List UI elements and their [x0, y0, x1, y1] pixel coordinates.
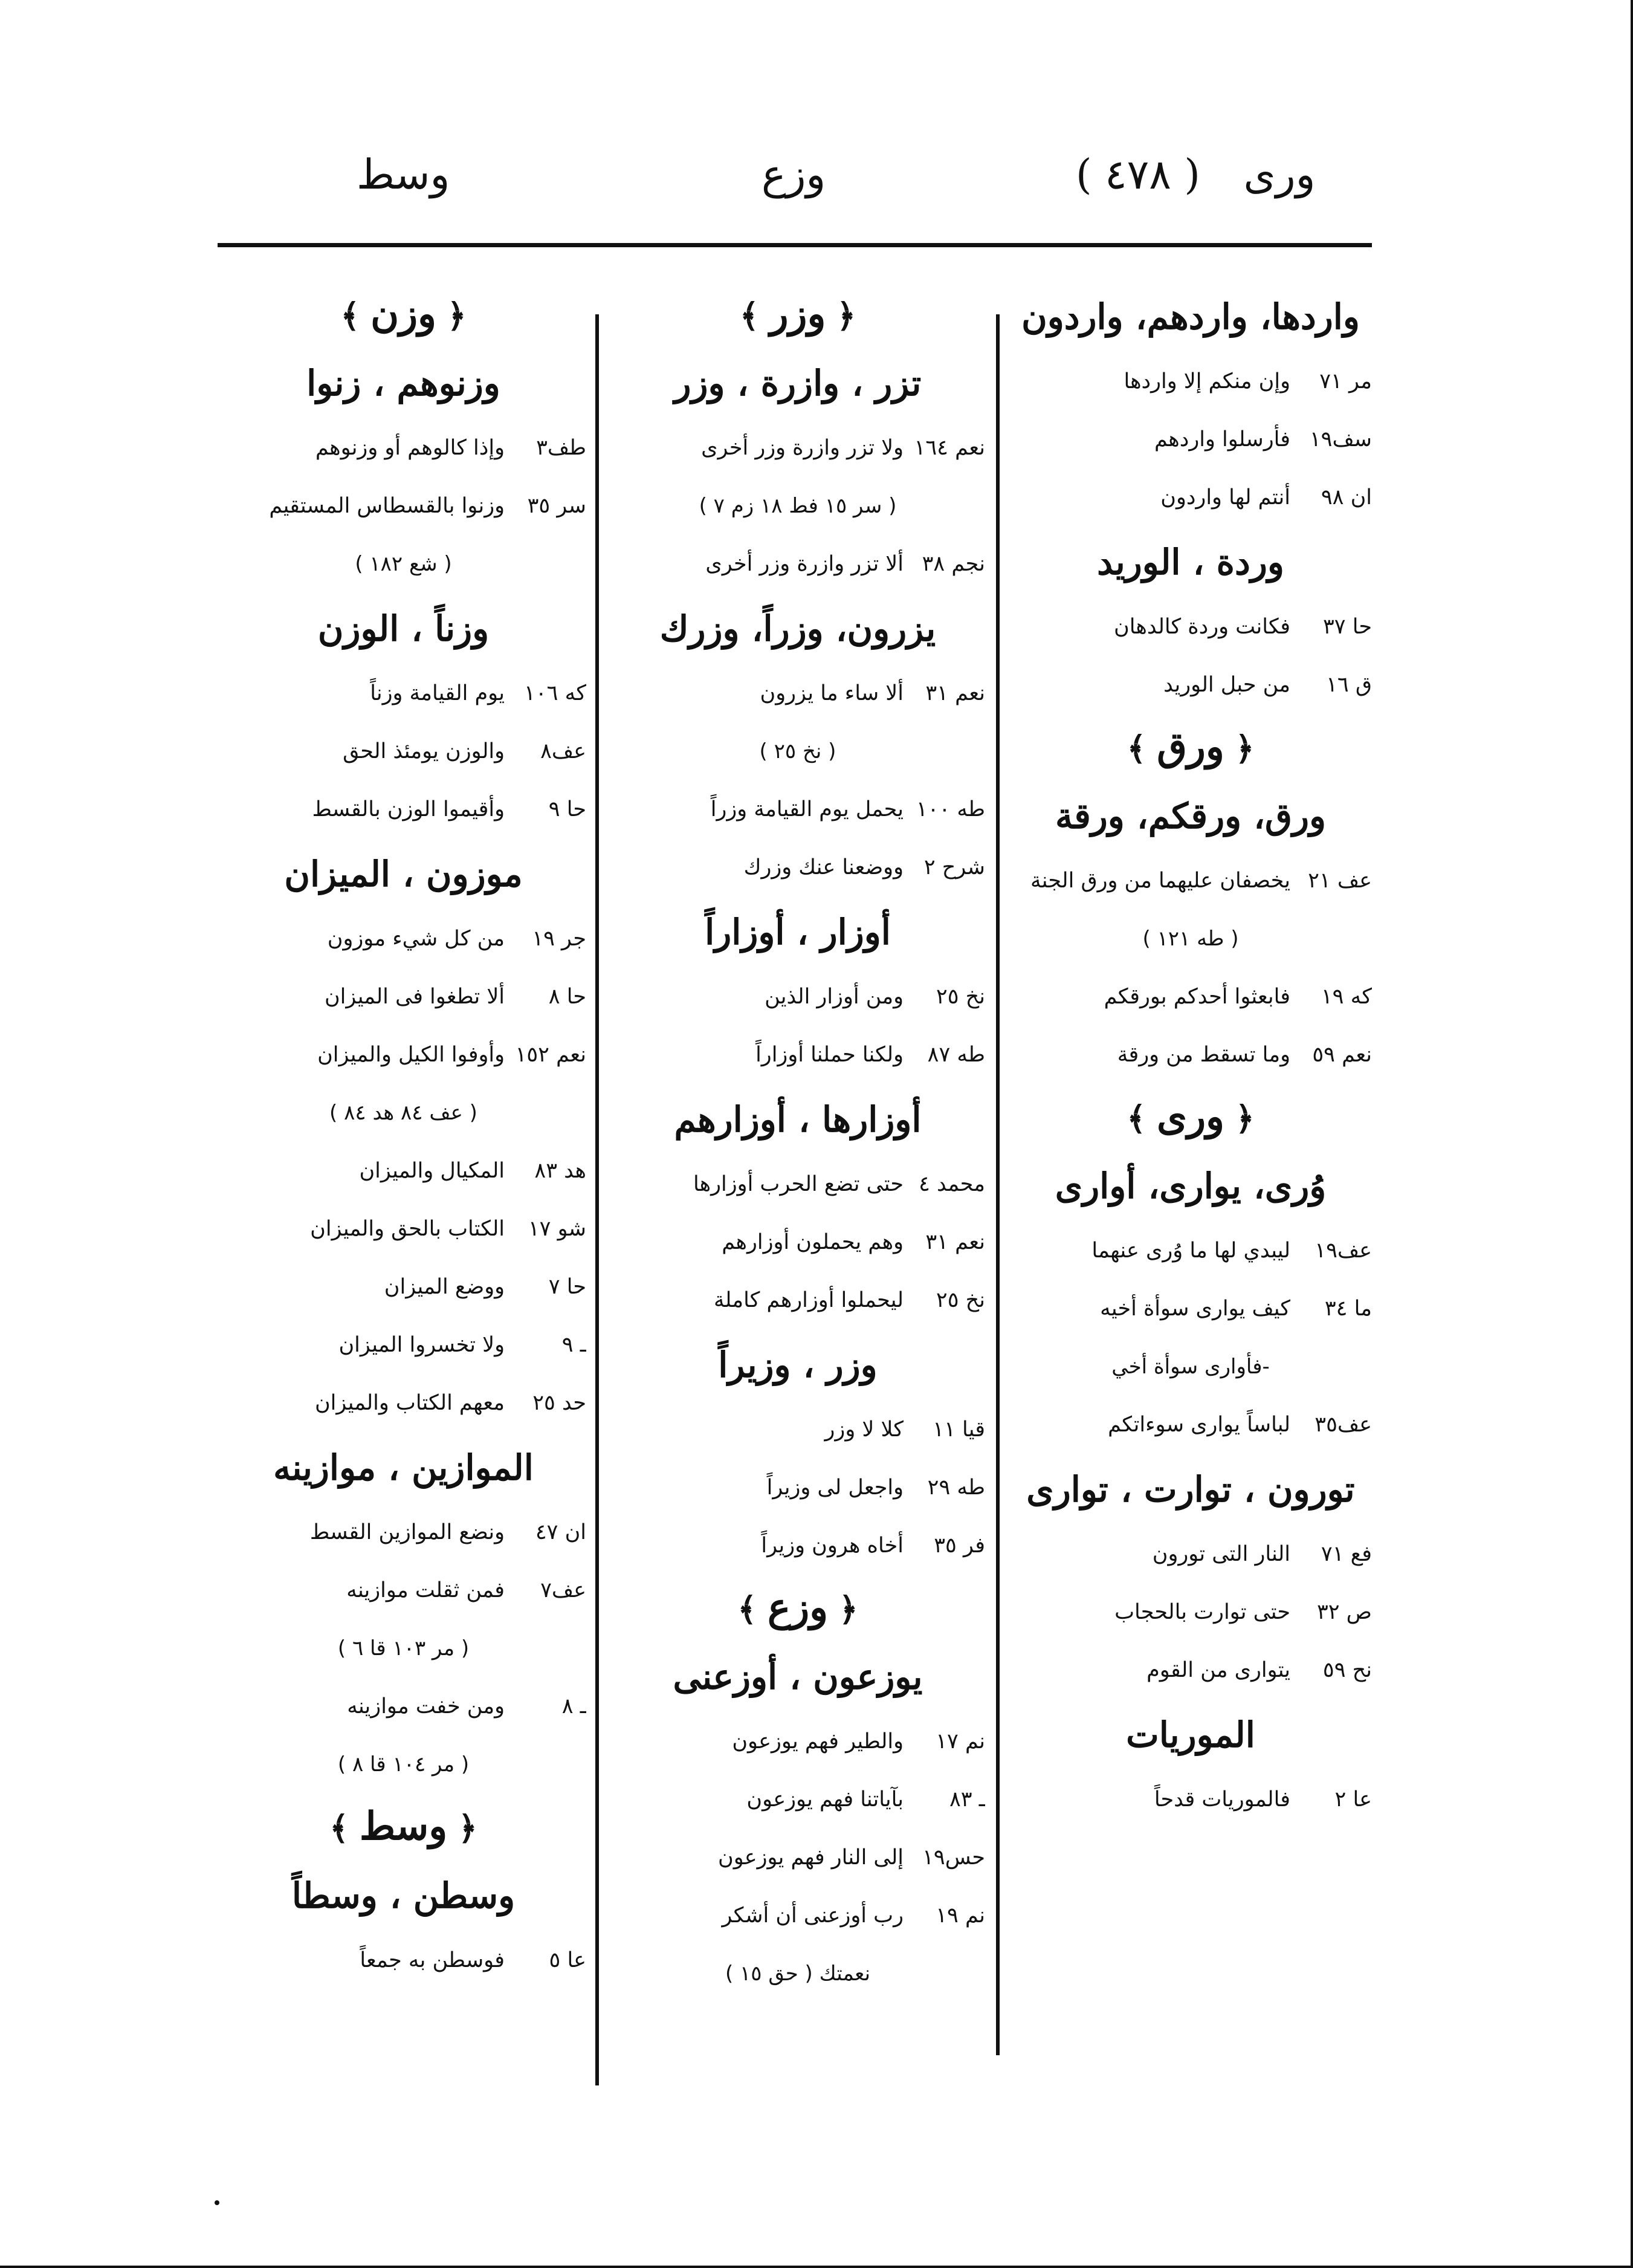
word-heading: تورون ، توارت ، توارى [1026, 1469, 1355, 1510]
verse-text: وأقيموا الوزن بالقسط [312, 797, 505, 821]
verse-entry [1009, 598, 1372, 656]
verse-reference: ق ١٦ [1326, 673, 1372, 697]
cross-reference: ( عف ٨٤ هد ٨٤ ) [329, 1101, 477, 1125]
verse-text: وإن منكم إلا واردها [1124, 369, 1290, 394]
word-heading: وُرى، يوارى، أوارى [1055, 1165, 1327, 1207]
root-section-heading [221, 1793, 586, 1860]
word-heading: وزناً ، الوزن [317, 608, 490, 649]
verse-reference: طه ٨٧ [927, 1043, 985, 1067]
verse-text: ألا تزر وازرة وزر أخرى [705, 552, 904, 576]
verse-entry [1009, 1583, 1372, 1641]
scan-border-right [1631, 0, 1633, 2268]
column-divider-right [996, 314, 1000, 2055]
verse-entry [221, 1561, 586, 1619]
verse-text: المكيال والميزان [359, 1159, 505, 1183]
verse-reference: عا ٢ [1334, 1787, 1372, 1812]
verse-text: يخصفان عليهما من ورق الجنة [1030, 869, 1290, 893]
header-rule [218, 243, 1372, 247]
column-left [221, 281, 586, 1989]
verse-text: ولكنا حملنا أوزاراً [755, 1043, 904, 1067]
verse-entry [221, 477, 586, 535]
verse-reference: نخ ٢٥ [936, 985, 985, 1009]
verse-entry [221, 1200, 586, 1258]
verse-reference: نعم ٥٩ [1312, 1043, 1372, 1067]
verse-entry [610, 1459, 985, 1517]
ornament-left: ﴿ [447, 296, 467, 335]
verse-reference: طه ٢٩ [927, 1476, 985, 1500]
verse-text: ألا ساء ما يزرون [760, 681, 904, 705]
root-word: وزن [370, 291, 436, 337]
verse-entry [221, 419, 586, 477]
verse-entry [221, 968, 586, 1026]
verse-reference: حس١٩ [922, 1845, 985, 1870]
verse-entry [610, 1712, 985, 1771]
word-heading: وزر ، وزيراً [718, 1344, 878, 1385]
verse-reference: نم ١٧ [936, 1729, 985, 1754]
verse-text: رب أوزعنى أن أشكر [722, 1904, 904, 1928]
verse-entry [1009, 1641, 1372, 1699]
word-heading: يزرون، وزراً، وزرك [659, 608, 936, 649]
verse-reference: فع ٧١ [1321, 1542, 1372, 1566]
word-heading: وزنوهم ، زنوا [306, 363, 500, 404]
verse-text: فأرسلوا واردهم [1154, 427, 1290, 452]
verse-entry [610, 1026, 985, 1084]
root-word: ورق [1157, 724, 1224, 770]
ornament-left: ﴿ [839, 1590, 858, 1628]
root-word: وزر [769, 291, 826, 337]
word-heading: يوزعون ، أوزعنى [673, 1656, 923, 1697]
verse-entry [610, 664, 985, 722]
verse-reference: نجم ٣٨ [922, 552, 985, 576]
verse-entry [610, 1271, 985, 1329]
root-section-heading [1009, 714, 1372, 780]
verse-text: ونضع الموازين القسط [309, 1520, 505, 1544]
verse-entry [221, 1374, 586, 1432]
verse-reference: حد ٢٥ [532, 1391, 586, 1415]
verse-text: فابعثوا أحدكم بورقكم [1104, 985, 1290, 1009]
verse-text: معهم الكتاب والميزان [314, 1391, 505, 1415]
verse-text: إلى النار فهم يوزعون [717, 1845, 904, 1870]
verse-text: ليبدي لها ما وُرى عنهما [1091, 1239, 1290, 1263]
root-word: وزع [768, 1585, 828, 1630]
verse-entry [610, 1829, 985, 1887]
ornament-left: ﴿ [836, 296, 856, 335]
verse-reference: نخ ٢٥ [936, 1288, 985, 1312]
verse-text: حتى تضع الحرب أوزارها [693, 1172, 904, 1196]
word-heading: واردها، واردهم، واردون [1021, 296, 1360, 337]
right-heading: ورى [1243, 151, 1316, 199]
verse-entry [610, 838, 985, 896]
verse-text: يتوارى من القوم [1146, 1658, 1290, 1682]
left-heading: وسط [357, 151, 450, 199]
verse-text: ومن أوزار الذين [765, 985, 904, 1009]
verse-entry [610, 1771, 985, 1829]
verse-entry [1009, 1525, 1372, 1583]
verse-text: يحمل يوم القيامة وزراً [710, 797, 904, 821]
word-heading: أوزار ، أوزاراً [705, 912, 891, 953]
verse-text: فوسطن به جمعاً [360, 1948, 505, 1972]
middle-heading: وزع [762, 151, 826, 199]
verse-reference: نعم ٣١ [925, 1230, 985, 1254]
ornament-left: ﴿ [1235, 1099, 1255, 1138]
verse-reference: ما ٣٤ [1324, 1297, 1372, 1321]
root-word: ورى [1157, 1094, 1224, 1139]
word-heading: الموريات [1126, 1714, 1255, 1755]
verse-entry [610, 535, 985, 593]
word-heading: أوزارها ، أوزارهم [674, 1099, 922, 1140]
verse-reference: عا ٥ [549, 1948, 586, 1972]
verse-reference: ان ٤٧ [535, 1520, 586, 1544]
verse-entry [1009, 1280, 1372, 1338]
verse-entry [1009, 656, 1372, 714]
verse-reference: عف١٩ [1314, 1239, 1372, 1263]
column-divider-left [595, 314, 599, 2085]
verse-reference: حا ٨ [548, 985, 586, 1009]
cross-reference: ( طه ١٢١ ) [1142, 927, 1239, 951]
cross-reference: ( مر ١٠٤ قا ٨ ) [337, 1752, 470, 1777]
verse-entry [610, 419, 985, 477]
verse-reference: عف٧ [540, 1578, 586, 1602]
verse-reference: عف٣٥ [1314, 1413, 1372, 1437]
verse-reference: نح ٥٩ [1322, 1658, 1372, 1682]
verse-text: واجعل لى وزيراً [766, 1476, 904, 1500]
verse-reference: محمد ٤ [919, 1172, 985, 1196]
verse-entry [221, 1142, 586, 1200]
verse-text: من كل شيء موزون [327, 927, 505, 951]
verse-reference: عف٨ [540, 739, 586, 763]
verse-entry [221, 1026, 586, 1084]
verse-reference: ـ ٨ [561, 1694, 586, 1719]
verse-entry [1009, 968, 1372, 1026]
verse-text: وما تسقط من ورقة [1117, 1043, 1290, 1067]
verse-entry [1009, 468, 1372, 526]
verse-entry [610, 1517, 985, 1575]
verse-entry [610, 1887, 985, 1945]
word-heading: تزر ، وازرة ، وزر [674, 363, 922, 404]
verse-text: ألا تطغوا فى الميزان [324, 985, 505, 1009]
word-heading: وسطن ، وسطاً [291, 1875, 516, 1916]
verse-reference: ـ ٨٣ [949, 1787, 985, 1812]
verse-entry [221, 780, 586, 838]
root-section-heading [610, 281, 985, 348]
verse-reference: سر ٣٥ [527, 494, 586, 518]
verse-reference: مر ٧١ [1319, 369, 1372, 394]
verse-reference: هد ٨٣ [534, 1159, 586, 1183]
root-word: وسط [359, 1804, 448, 1849]
root-section-heading [610, 1575, 985, 1641]
ornament-right: ﴾ [329, 1809, 349, 1847]
column-right [1009, 281, 1372, 1829]
verse-text: وأوفوا الكيل والميزان [317, 1043, 505, 1067]
root-section-heading [1009, 1084, 1372, 1150]
verse-text: فمن ثقلت موازينه [346, 1578, 505, 1602]
verse-entry [221, 664, 586, 722]
page-number: ( ٤٧٨ ) [1076, 151, 1200, 199]
cross-reference: ( نخ ٢٥ ) [759, 739, 836, 763]
verse-entry [1009, 1396, 1372, 1454]
right-heading-with-page-number [1076, 151, 1315, 199]
verse-text: ومن خفت موازينه [347, 1694, 505, 1719]
verse-reference: فر ٣٥ [934, 1534, 985, 1558]
verse-entry [1009, 1771, 1372, 1829]
ornament-right: ﴾ [1127, 1099, 1146, 1138]
verse-text: ولا تزر وازرة وزر أخرى [701, 436, 904, 460]
verse-text: ووضعنا عنك وزرك [743, 855, 904, 880]
verse-text: فالموريات قدحاً [1154, 1787, 1290, 1812]
verse-reference: شرح ٢ [923, 855, 985, 880]
verse-text: الكتاب بالحق والميزان [310, 1217, 505, 1241]
verse-entry [610, 968, 985, 1026]
verse-entry [221, 1931, 586, 1989]
verse-text: من حبل الوريد [1163, 673, 1290, 697]
verse-text: وهم يحملون أوزارهم [722, 1230, 904, 1254]
verse-reference: ان ٩٨ [1321, 485, 1372, 510]
verse-text: يوم القيامة وزناً [370, 681, 505, 705]
cross-reference: ( شع ١٨٢ ) [355, 552, 452, 576]
page-header [0, 151, 1633, 224]
verse-reference: كه ١٠٦ [524, 681, 586, 705]
verse-entry [1009, 1026, 1372, 1084]
verse-entry [1009, 852, 1372, 910]
page-mark [215, 2200, 219, 2205]
verse-reference: حا ٧ [548, 1275, 586, 1299]
verse-text: النار التى تورون [1152, 1542, 1290, 1566]
ornament-right: ﴾ [340, 296, 360, 335]
verse-entry [1009, 410, 1372, 468]
verse-reference: عف ٢١ [1308, 869, 1372, 893]
verse-text: والوزن يومئذ الحق [343, 739, 505, 763]
verse-text: لباساً يوارى سوءاتكم [1108, 1413, 1290, 1437]
verse-reference: سف١٩ [1309, 427, 1372, 452]
ornament-left: ﴿ [1235, 729, 1255, 768]
verse-text: كيف يوارى سوأة أخيه [1100, 1297, 1290, 1321]
verse-text: ولا تخسروا الميزان [338, 1333, 505, 1357]
verse-reference: حا ٩ [548, 797, 586, 821]
verse-reference: نعم ١٥٢ [515, 1043, 586, 1067]
word-heading: الموازين ، موازينه [273, 1447, 534, 1488]
verse-reference: نم ١٩ [936, 1904, 985, 1928]
verse-entry [221, 1503, 586, 1561]
verse-reference: طه ١٠٠ [916, 797, 985, 821]
verse-entry [610, 1401, 985, 1459]
cross-reference: -فأوارى سوأة أخي [1111, 1355, 1270, 1379]
verse-entry [221, 1677, 586, 1735]
verse-reference: ص ٣٢ [1316, 1600, 1372, 1624]
verse-reference: قيا ١١ [933, 1418, 985, 1442]
verse-reference: حا ٣٧ [1322, 615, 1372, 639]
verse-text: بآياتنا فهم يوزعون [746, 1787, 904, 1812]
verse-text: فكانت وردة كالدهان [1114, 615, 1290, 639]
word-heading: وردة ، الوريد [1097, 542, 1284, 583]
verse-entry [221, 722, 586, 780]
verse-entry [610, 1213, 985, 1271]
verse-entry [610, 780, 985, 838]
verse-text: وإذا كالوهم أو وزنوهم [315, 436, 505, 460]
verse-text: أنتم لها واردون [1160, 485, 1290, 510]
word-heading: موزون ، الميزان [284, 854, 523, 895]
verse-entry [1009, 1222, 1372, 1280]
verse-reference: كه ١٩ [1321, 985, 1372, 1009]
verse-entry [221, 1316, 586, 1374]
verse-reference: شو ١٧ [528, 1217, 586, 1241]
ornament-right: ﴾ [740, 296, 759, 335]
ornament-right: ﴾ [737, 1590, 757, 1628]
verse-text: حتى توارت بالحجاب [1114, 1600, 1290, 1624]
verse-text: وزنوا بالقسطاس المستقيم [269, 494, 505, 518]
verse-reference: نعم ١٦٤ [914, 436, 985, 460]
word-heading: ورق، ورقكم، ورقة [1055, 795, 1327, 837]
verse-entry [1009, 352, 1372, 410]
cross-reference: ( مر ١٠٣ قا ٦ ) [337, 1636, 470, 1660]
ornament-right: ﴾ [1127, 729, 1146, 768]
verse-reference: طف٣ [536, 436, 586, 460]
verse-entry [221, 1258, 586, 1316]
verse-text: ليحملوا أوزارهم كاملة [713, 1288, 904, 1312]
verse-text: ووضع الميزان [384, 1275, 505, 1299]
verse-reference: نعم ٣١ [925, 681, 985, 705]
ornament-left: ﴿ [458, 1809, 477, 1847]
verse-text: والطير فهم يوزعون [732, 1729, 904, 1754]
verse-text: كلا لا وزر [824, 1418, 904, 1442]
verse-reference: جر ١٩ [532, 927, 586, 951]
scan-border-bottom [0, 2266, 1633, 2268]
root-section-heading [221, 281, 586, 348]
cross-reference: ( سر ١٥ فط ١٨ زم ٧ ) [699, 494, 897, 518]
cross-reference: نعمتك ( حق ١٥ ) [725, 1962, 871, 1986]
verse-entry [610, 1155, 985, 1213]
column-middle [610, 281, 985, 2003]
verse-entry [221, 910, 586, 968]
verse-reference: ـ ٩ [561, 1333, 586, 1357]
verse-text: أخاه هرون وزيراً [761, 1534, 904, 1558]
